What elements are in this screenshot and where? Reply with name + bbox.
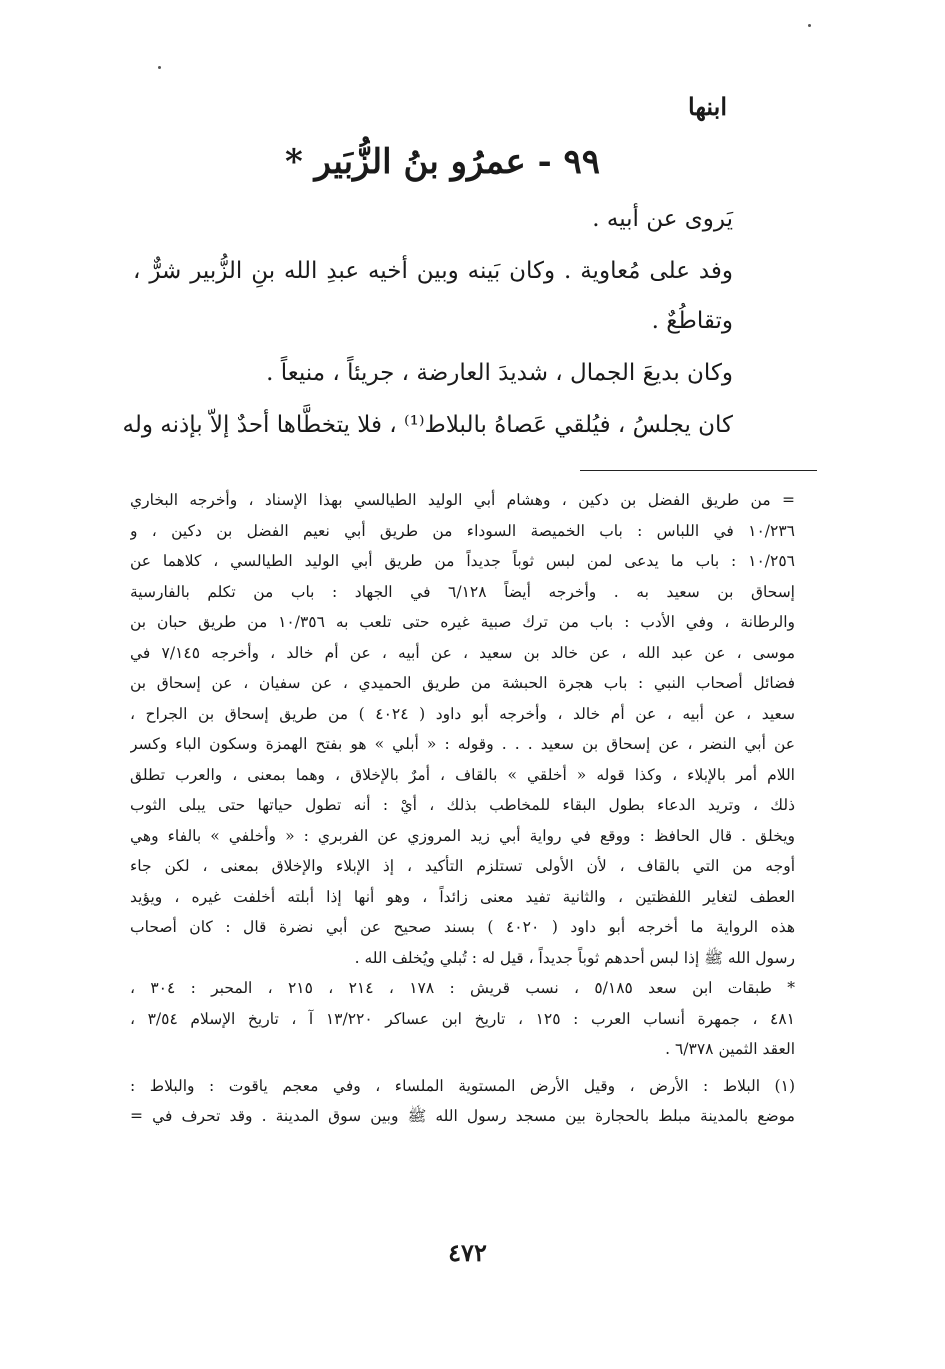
body-line: يَروى عن أبيه .	[592, 206, 733, 232]
footnote-line: موضع بالمدينة مبلط بالحجارة بين مسجد رسول الله ﷺ وبين سوق المدينة . وقد تحرف في =	[130, 1107, 795, 1125]
footnote-line: فضائل أصحاب النبي : باب هجرة الحبشة من طريق الحميدي ، عن سفيان ، عن إسحاق بن	[130, 674, 795, 692]
footnote-line: العطف لتغاير اللفظتين ، والثانية تفيد معنى زائداً ، وهو أنها إذا أبلته أخلفت غيره ، ويؤيد	[130, 887, 795, 906]
footnote-line: (١) البلاط : الأرض ، وقيل الأرض المستوية الملساء ، وفي معجم ياقوت : والبلاط :	[130, 1076, 795, 1095]
body-line: وكان بديعَ الجمال ، شديدَ العارضة ، جريئاً ، منيعاً .	[266, 360, 733, 386]
footnote-line: اللام أمر بالإبلاء ، وكذا قوله « أخلقي » بالقاف ، أمرٌ بالإخلاق ، وهما بمعنى ، والعرب تطلق	[130, 765, 795, 784]
footnote-line: ويخلق . قال الحافظ : ووقع في رواية أبي زيد المروزي عن الفربري : « وأخلفي » بالفاء وهي	[130, 826, 795, 845]
footnote-line: إسحاق بن سعيد به . وأخرجه أيضاً ٦/١٢٨ في الجهاد : باب من تكلم بالفارسية	[130, 582, 795, 601]
footnote-separator	[580, 470, 817, 471]
footnote-line: أوجه من التي بالقاف ، لأن الأولى تستلزم التأكيد ، إذ الإبلاء والإخلاق بمعنى ، لكن جاء	[130, 857, 795, 875]
footnote-line: رسول الله ﷺ إذا لبس أحدهم ثوباً جديداً ، قيل له : تُبلي ويُخلف الله .	[354, 948, 795, 967]
footnote-line: ١٠/٢٥٦ : باب ما يدعى لمن لبس ثوباً جديداً من طريق أبي الوليد الطيالسي ، كلاهما عن	[130, 552, 795, 570]
running-head: ابنها	[688, 92, 727, 121]
footnote-line: والرطانة ، وفي الأدب : باب من ترك صبية غيره حتى تلعب به ١٠/٣٥٦ من طريق حبان بن	[130, 613, 795, 631]
footnotes	[130, 485, 795, 1132]
footnote-line: ١٠/٢٣٦ في اللباس : باب الخميصة السوداء من طريق أبي نعيم الفضل بن دكين ، و	[130, 521, 795, 540]
entry-title: ٩٩ - عمرُو بنُ الزُّبَير *	[284, 142, 601, 182]
footnote-line: * طبقات ابن سعد ٥/١٨٥ ، نسب قريش : ١٧٨ ، ٢١٤ ، ٢١٥ ، المحبر : ٣٠٤ ،	[130, 979, 795, 997]
body-line: وفد على مُعاوية . وكان بَينه وبين أخيه عبدِ الله بنِ الزُّبير شرٌّ ،	[133, 258, 733, 284]
footnote-line: = من طريق الفضل بن دكين ، وهشام أبي الوليد الطيالسي بهذا الإسناد ، وأخرجه البخاري	[130, 491, 795, 509]
footnote-line: العقد الثمين ٦/٣٧٨ .	[665, 1040, 795, 1058]
footnote-line: موسى ، عن عبد الله ، عن خالد بن سعيد ، عن أبيه ، عن أم خالد ، وأخرجه ٧/١٤٥ في	[130, 643, 795, 662]
body-line: كان يجلسُ ، فيُلقي عَصاهُ بالبلاط⁽¹⁾ ، فلا يتخطَّاها أحدٌ إلاّ بإذنه وله	[122, 412, 733, 438]
body-line: وتقاطُعٌ .	[651, 308, 733, 334]
scan-speck	[808, 24, 811, 27]
footnote-line: هذه الرواية ما أخرجه أبو داود ( ٤٠٢٠ ) بسند صحيح عن أبي نضرة قال : كان أصحاب	[130, 918, 795, 936]
footnote-line: عن أبي النضر ، عن إسحاق بن سعيد . . . وقوله : « أبلي » هو بفتح الهمزة وسكون الباء وكسر	[130, 735, 795, 753]
scan-speck	[158, 66, 161, 69]
footnote-line: ٤٨١ ، جمهرة أنساب العرب : ١٢٥ ، تاريخ ابن عساكر ١٣/٢٢٠ آ ، تاريخ الإسلام ٣/٥٤ ،	[130, 1009, 795, 1028]
footnote-line: سعيد ، عن أبيه ، عن أم خالد ، وأخرجه أبو داود ( ٤٠٢٤ ) من طريق إسحاق بن الجراح ،	[130, 704, 795, 723]
footnote-line: ذلك ، وتريد الدعاء بطول البقاء للمخاطب بذلك ، أيْ : أنه تطول حياتها حتى يبلى الثوب	[130, 796, 795, 814]
page-number: ٤٧٢	[448, 1238, 487, 1267]
